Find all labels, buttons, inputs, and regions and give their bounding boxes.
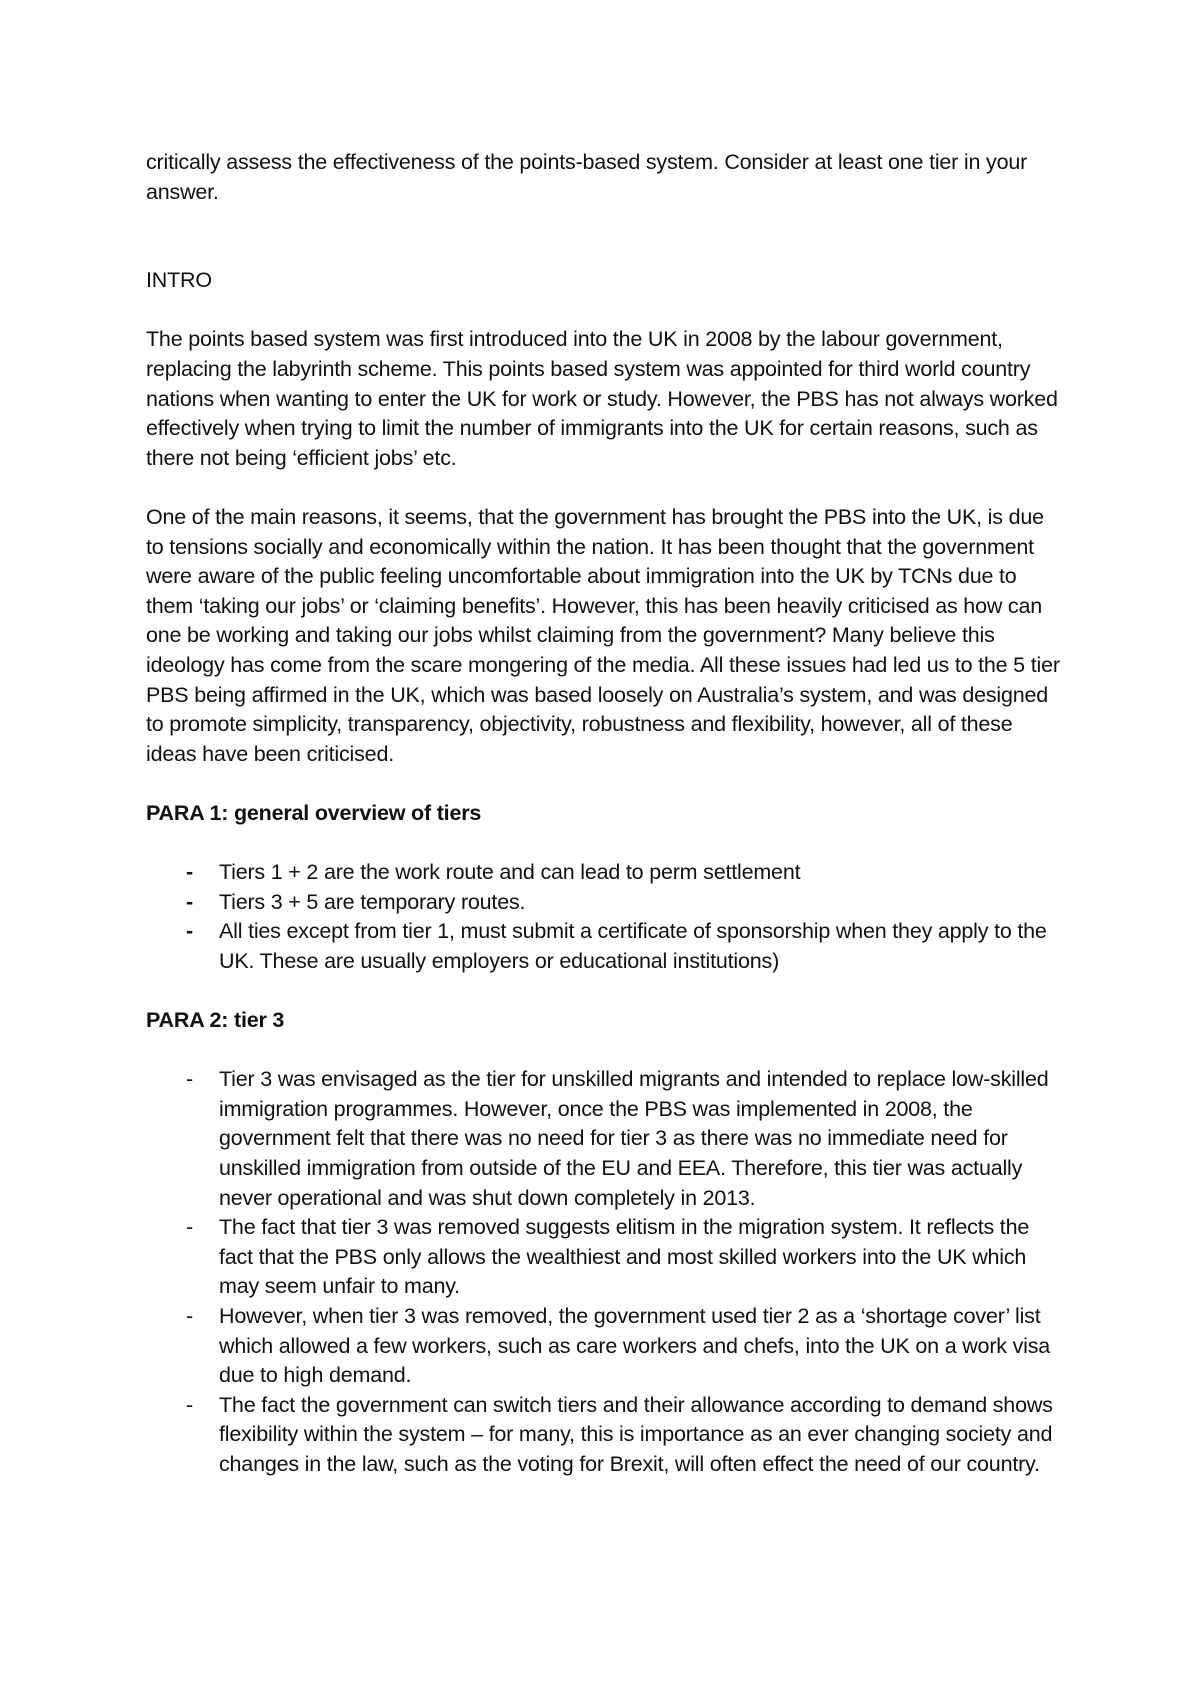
dash-marker: - (186, 1067, 193, 1092)
dash-marker: - (186, 1303, 193, 1328)
list-item (146, 888, 1066, 918)
para2-heading: PARA 2: tier 3 (146, 1008, 285, 1033)
list-item-text: Tiers 1 + 2 are the work route and can lead to perm settlement (219, 860, 801, 885)
document-page (146, 148, 1066, 1509)
para2-list (146, 1065, 1066, 1479)
list-item-text: Tiers 3 + 5 are temporary routes. (219, 889, 526, 914)
list-item (146, 1302, 1066, 1391)
dash-marker: - (186, 889, 193, 914)
dash-marker: - (186, 1392, 193, 1417)
para1-list (146, 858, 1066, 976)
intro-heading: INTRO (146, 268, 212, 293)
list-item-text: The fact that tier 3 was removed suggests elitism in the migration system. It reflects the fact that the PBS only allows the wealthiest and most skilled workers into the UK which may seem unfair to many. (219, 1215, 1030, 1299)
list-item-text: However, when tier 3 was removed, the government used tier 2 as a ‘shortage cover’ list which allowed a few workers, such as care workers and chefs, into the UK on a work visa due to high demand. (219, 1303, 1051, 1388)
list-item-text: The fact the government can switch tiers and their allowance according to demand shows flexibility within the system – for many, this is importance as an ever changing society and changes in the law, such as the voting for Brexit, will often effect the need of our country. (219, 1392, 1053, 1476)
dash-marker: - (186, 919, 193, 944)
essay-question: critically assess the effectiveness of the points-based system. Consider at least one tier in your answer. (146, 150, 1028, 204)
list-item-text: All ties except from tier 1, must submit a certificate of sponsorship when they apply to the UK. These are usually employers or educational institutions) (219, 919, 1047, 973)
list-item (146, 1065, 1066, 1213)
intro-paragraph-2: One of the main reasons, it seems, that the government has brought the PBS into the UK, is due to tensions socially and economically within the nation. It has been thought that the government were aware of the public feeling uncomfortable about immigration into the UK by TCNs due to them ‘taking our jobs’ or ‘claiming benefits’. However, this has been heavily criticised as how can one be working and taking our jobs whilst claiming from the government? Many believe this ideology has come from the scare mongering of the media. All these issues had led us to the 5 tier PBS being affirmed in the UK, which was based loosely on Australia’s system, and was designed to promote simplicity, transparency, objectivity, robustness and flexibility, however, all of these ideas have been criticised. (146, 504, 1060, 766)
list-item (146, 917, 1066, 976)
list-item (146, 1391, 1066, 1480)
list-item (146, 1213, 1066, 1302)
para1-heading: PARA 1: general overview of tiers (146, 800, 482, 825)
list-item (146, 858, 1066, 888)
dash-marker: - (186, 860, 193, 885)
list-item-text: Tier 3 was envisaged as the tier for unskilled migrants and intended to replace low-skilled immigration programmes. However, once the PBS was implemented in 2008, the government felt that there was no need for tier 3 as there was no immediate need for unskilled immigration from outside of the EU and EEA. Therefore, this tier was actually never operational and was shut down completely in 2013. (219, 1067, 1049, 1210)
intro-paragraph-1: The points based system was first introduced into the UK in 2008 by the labour government, replacing the labyrinth scheme. This points based system was appointed for third world country nations when wanting to enter the UK for work or study. However, the PBS has not always worked effectively when trying to limit the number of immigrants into the UK for certain reasons, such as there not being ‘efficient jobs’ etc. (146, 327, 1058, 470)
dash-marker: - (186, 1215, 193, 1240)
